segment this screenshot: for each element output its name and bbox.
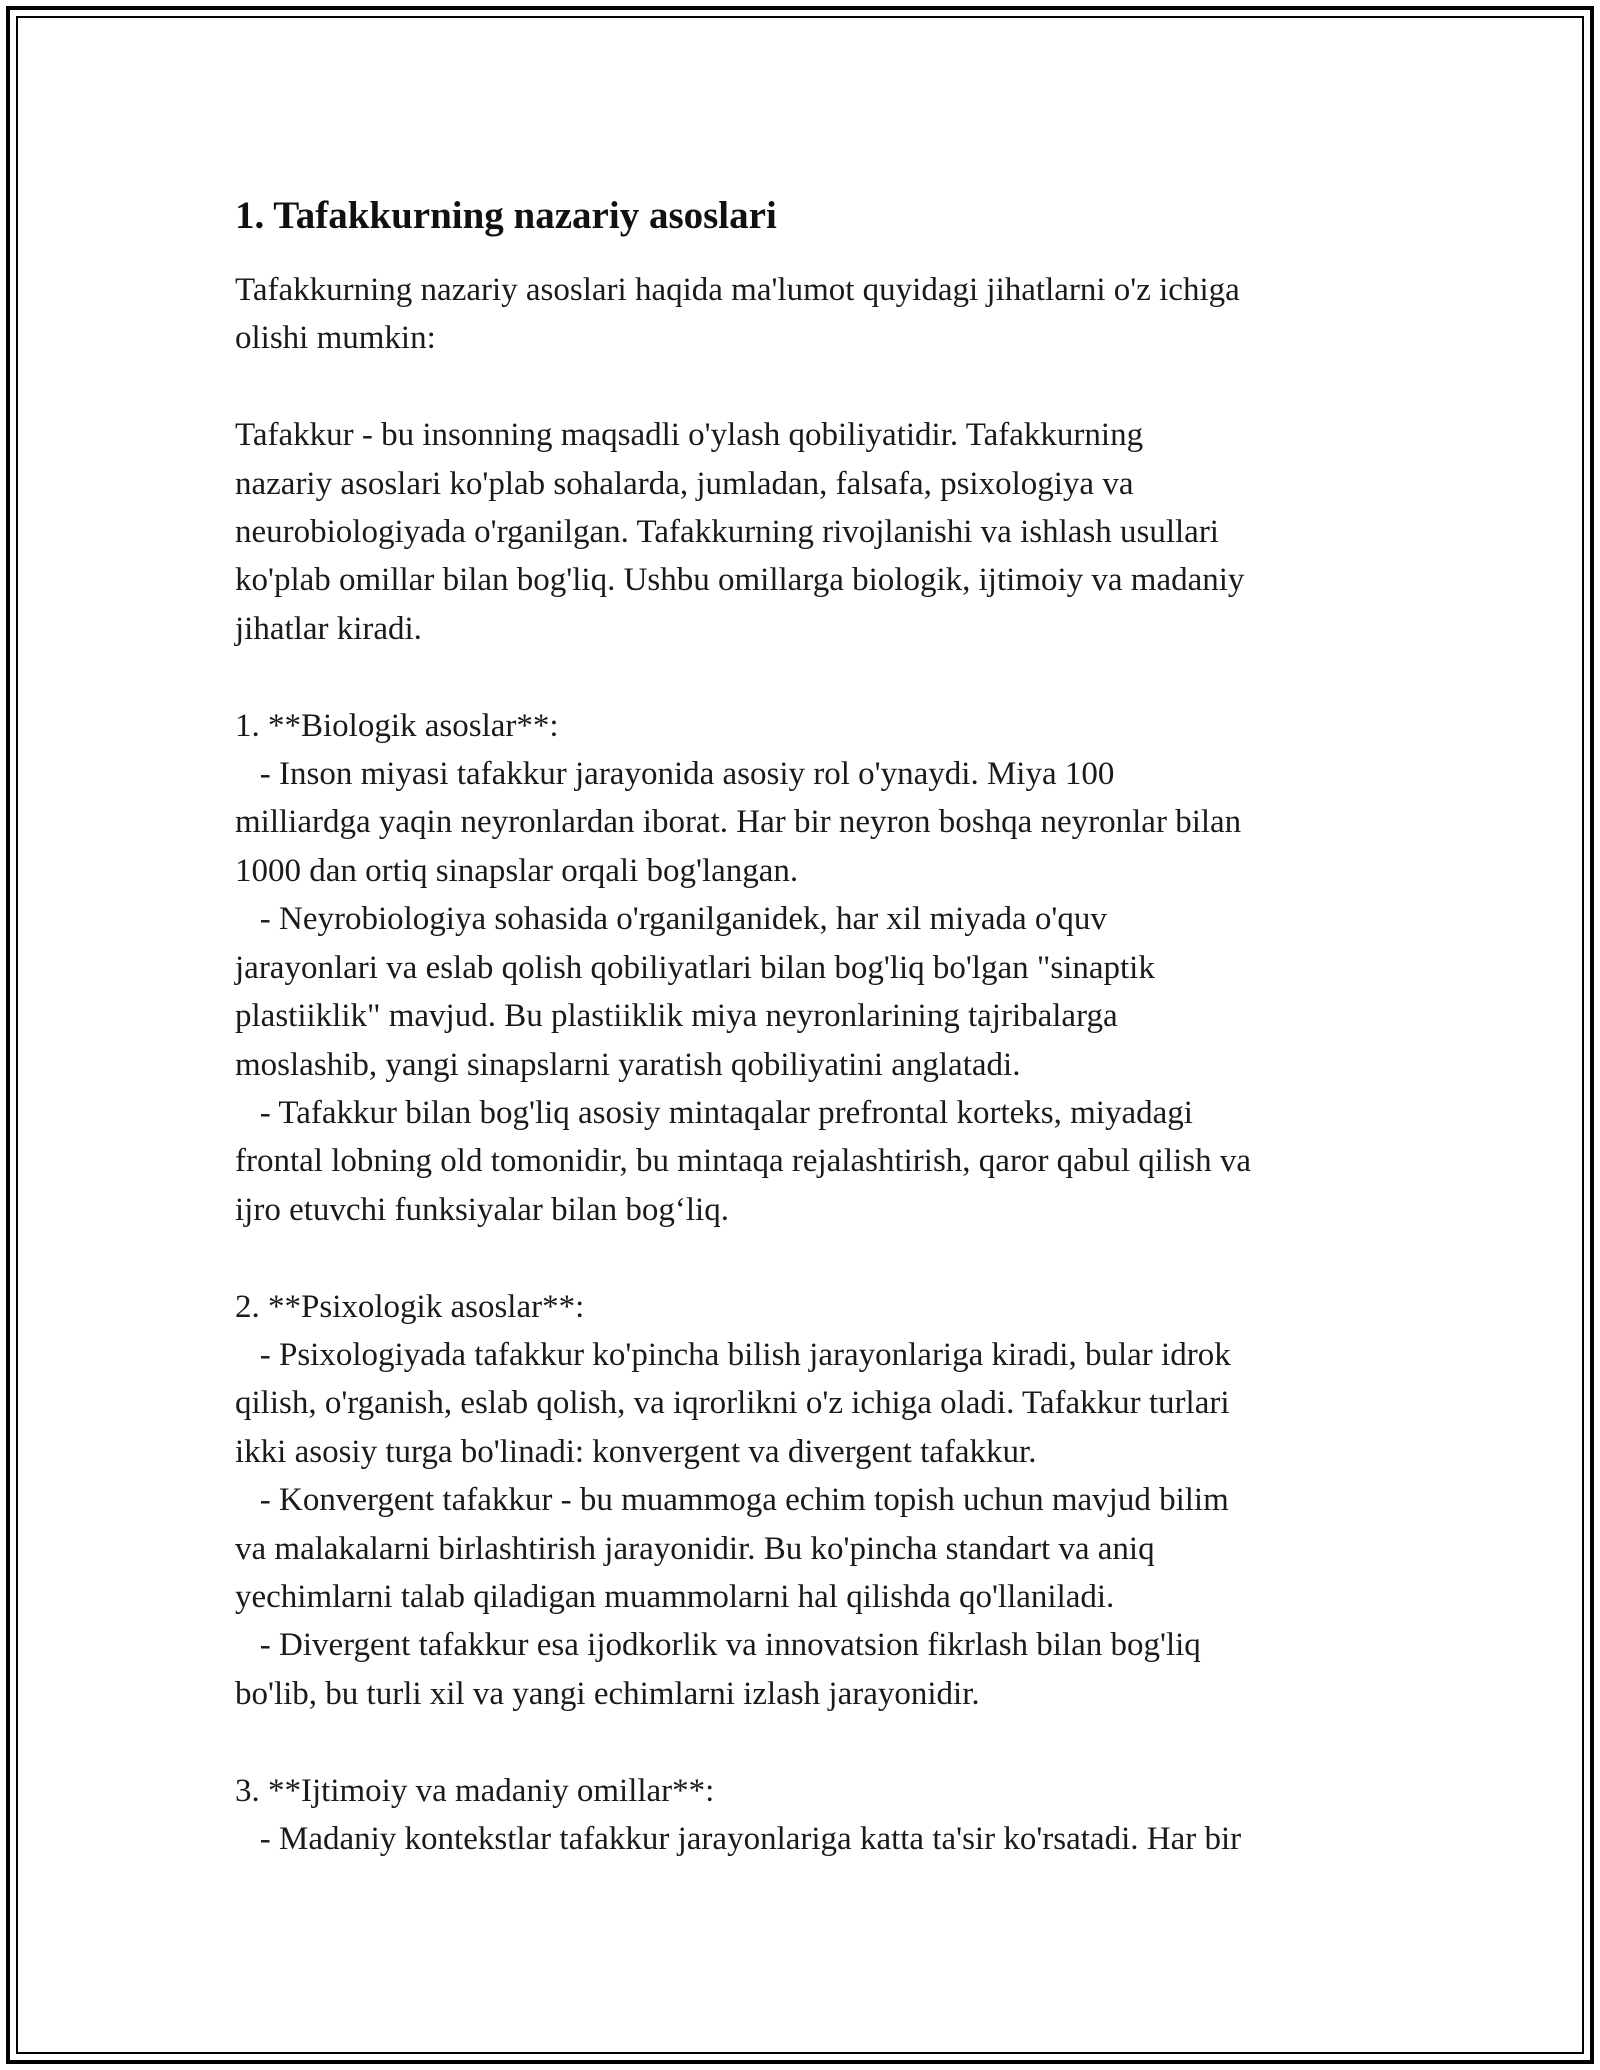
section-heading: 1. Tafakkurning nazariy asoslari xyxy=(235,194,777,237)
section-body-text: Tafakkurning nazariy asoslari haqida ma'lumot quyidagi jihatlarni o'z ichiga olishi mumkin: Tafakkur - bu insonning maqsadli o'ylash qobiliyatidir. Tafakkurning nazariy asoslari ko'plab sohalarda, jumladan, falsafa, psixologiya va neurobiologiyada o'rganilgan. Tafakkurning rivojlanishi va ishlash usullari ko'plab omillar bilan bog'liq. Ushbu omillarga biologik, ijtimoiy va madaniy jihatlar kiradi. 1. **Biologik asoslar**: - Inson miyasi tafakkur jarayonida asosiy rol o'ynaydi. Miya 100 milliardga yaqin neyronlardan iborat. Har bir neyron boshqa neyronlar bilan 1000 dan ortiq sinapslar orqali bog'langan. - Neyrobiologiya sohasida o'rganilganidek, har xil miyada o'quv jarayonlari va eslab qolish qobiliyatlari bilan bog'liq bo'lgan "sinaptik plastiiklik" mavjud. Bu plastiiklik miya neyronlarining tajribalarga moslashib, yangi sinapslarni yaratish qobiliyatini anglatadi. - Tafakkur bilan bog'liq asosiy mintaqalar prefrontal korteks, miyadagi frontal lobning old tomonidir, bu mintaqa rejalashtirish, qaror qabul qilish va ijro etuvchi funksiyalar bilan bog‘liq. 2. **Psixologik asoslar**: - Psixologiyada tafakkur ko'pincha bilish jarayonlariga kiradi, bular idrok qilish, o'rganish, eslab qolish, va iqrorlikni o'z ichiga oladi. Tafakkur turlari ikki asosiy turga bo'linadi: konvergent va divergent tafakkur. - Konvergent tafakkur - bu muammoga echim topish uchun mavjud bilim va malakalarni birlashtirish jarayonidir. Bu ko'pincha standart va aniq yechimlarni talab qiladigan muammolarni hal qilishda qo'llaniladi. - Divergent tafakkur esa ijodkorlik va innovatsion fikrlash bilan bog'liq bo'lib, bu turli xil va yangi echimlarni izlash jarayonidir. 3. **Ijtimoiy va madaniy omillar**: - Madaniy kontekstlar tafakkur jarayonlariga katta ta'sir ko'rsatadi. Har bir xyxy=(235,272,1251,1857)
document-content xyxy=(235,188,1385,1863)
